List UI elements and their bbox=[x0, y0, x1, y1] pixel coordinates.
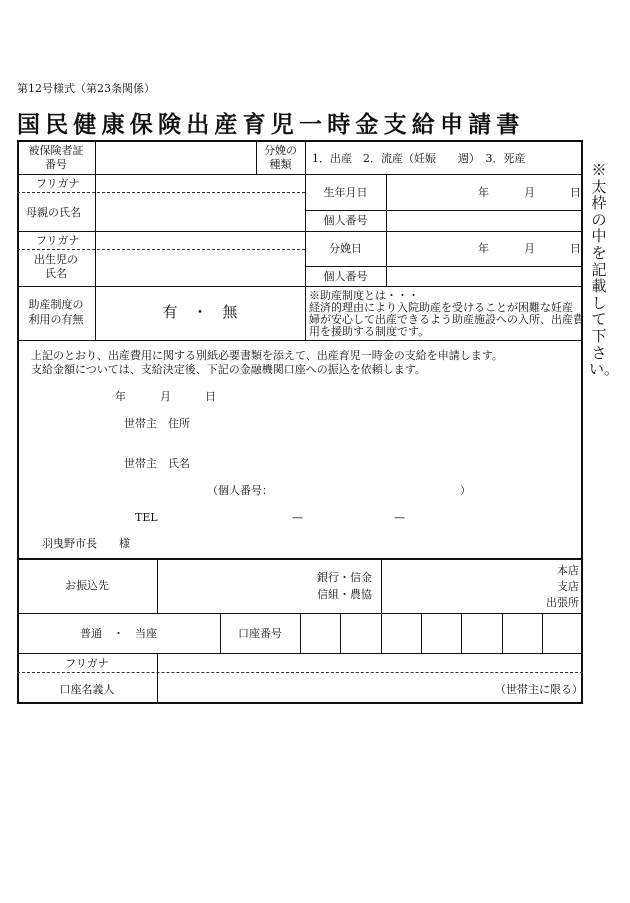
insured-number-field[interactable] bbox=[97, 142, 254, 172]
dashed-rule bbox=[17, 192, 305, 193]
rule bbox=[157, 653, 158, 704]
holder-furigana-label: フリガナ bbox=[65, 657, 109, 670]
branch-type-office[interactable]: 出張所 bbox=[546, 596, 579, 609]
dashed-rule bbox=[17, 672, 583, 673]
rule bbox=[17, 340, 583, 341]
application-month-unit: 月 bbox=[160, 390, 171, 403]
account-type-options[interactable]: 普通 ・ 当座 bbox=[80, 627, 157, 640]
householder-name-label: 世帯主 氏名 bbox=[124, 457, 190, 470]
mother-id-field[interactable] bbox=[388, 212, 581, 230]
account-holder-label: 口座名義人 bbox=[59, 683, 115, 696]
account-holder-field[interactable] bbox=[159, 674, 479, 702]
mother-birthdate-label: 生年月日 bbox=[323, 186, 368, 199]
dashed-rule bbox=[17, 249, 305, 250]
account-digit-cell[interactable] bbox=[543, 615, 582, 652]
child-furigana-label: フリガナ bbox=[36, 234, 80, 247]
child-name-label: 出生児の bbox=[34, 253, 78, 266]
rule bbox=[381, 558, 382, 614]
aid-note-line: 婦が安心して出産できるよう助産施設への入所、出産費 bbox=[309, 313, 584, 326]
application-day-unit: 日 bbox=[205, 390, 216, 403]
rule bbox=[17, 286, 583, 287]
tel-field[interactable] bbox=[165, 508, 495, 524]
child-name-label-2: 氏名 bbox=[45, 267, 67, 280]
mother-name-label: 母親の氏名 bbox=[26, 206, 81, 219]
mother-birthdate-field[interactable] bbox=[388, 176, 478, 208]
form-number: 第12号様式（第23条関係） bbox=[17, 82, 155, 95]
bank-type-options-2[interactable]: 信組・農協 bbox=[317, 588, 372, 601]
aid-label: 助産制度の bbox=[28, 298, 84, 311]
transfer-label: お振込先 bbox=[65, 579, 109, 592]
delivery-date-field[interactable] bbox=[388, 233, 478, 265]
delivery-date-label: 分娩日 bbox=[329, 242, 362, 255]
insured-number-label: 被保険者証 bbox=[28, 144, 84, 157]
branch-type-main[interactable]: 本店 bbox=[557, 564, 579, 577]
delivery-type-label-2: 種類 bbox=[269, 158, 292, 171]
delivery-month-unit: 月 bbox=[524, 242, 535, 255]
account-digit-cell[interactable] bbox=[503, 615, 542, 652]
mother-furigana-field[interactable] bbox=[97, 176, 303, 190]
delivery-type-options[interactable]: 1．出産 2．流産（妊娠 週） 3．死産 bbox=[312, 152, 526, 165]
personal-id-close: ） bbox=[460, 484, 471, 497]
householder-name-field[interactable] bbox=[200, 454, 570, 470]
child-furigana-field[interactable] bbox=[97, 233, 303, 247]
application-year-unit: 年 bbox=[115, 390, 126, 403]
mother-birth-month-unit: 月 bbox=[524, 186, 535, 199]
rule bbox=[305, 266, 583, 267]
mother-birth-year-unit: 年 bbox=[478, 186, 489, 199]
rule bbox=[305, 140, 306, 340]
child-id-label: 個人番号 bbox=[323, 270, 368, 283]
rule bbox=[17, 231, 583, 232]
aid-note-title: ※助産制度とは・・・ bbox=[309, 289, 419, 302]
rule bbox=[17, 653, 583, 654]
aid-note-line: 用を援助する制度です。 bbox=[309, 325, 430, 338]
account-digit-cell[interactable] bbox=[301, 615, 340, 652]
child-id-field[interactable] bbox=[388, 268, 581, 285]
application-statement: 上記のとおり、出産費用に関する別紙必要書類を添えて、出産育児一時金の支給を申請します。 bbox=[31, 349, 503, 362]
bank-name-field[interactable] bbox=[159, 560, 309, 612]
rule bbox=[157, 558, 158, 614]
holder-restriction-note: （世帯主に限る） bbox=[495, 683, 583, 696]
bank-type-options[interactable]: 銀行・信金 bbox=[317, 571, 372, 584]
tel-separator-1: — bbox=[292, 511, 303, 524]
delivery-day-unit: 日 bbox=[570, 242, 581, 255]
rule bbox=[305, 210, 583, 211]
addressee: 羽曳野市長 様 bbox=[42, 537, 130, 550]
rule bbox=[386, 174, 387, 286]
holder-furigana-field[interactable] bbox=[159, 655, 581, 671]
child-name-field[interactable] bbox=[97, 251, 303, 285]
tel-label: TEL bbox=[135, 511, 158, 524]
application-statement-2: 支給金額については、支給決定後、下記の金融機関口座への振込を依頼します。 bbox=[31, 363, 426, 376]
householder-id-field[interactable] bbox=[275, 481, 455, 497]
account-number-label: 口座番号 bbox=[238, 627, 282, 640]
rule bbox=[17, 174, 583, 175]
aid-note-line: 経済的理由により入院助産を受けることが困難な妊産 bbox=[309, 301, 573, 314]
account-digit-cell[interactable] bbox=[382, 615, 421, 652]
insured-number-label-2: 番号 bbox=[45, 158, 67, 171]
householder-address-label: 世帯主 住所 bbox=[124, 417, 190, 430]
form-title: 国民健康保険出産育児一時金支給申請書 bbox=[17, 111, 525, 138]
mother-name-field[interactable] bbox=[97, 194, 303, 230]
delivery-year-unit: 年 bbox=[478, 242, 489, 255]
account-digit-cell[interactable] bbox=[462, 615, 501, 652]
householder-address-field[interactable] bbox=[200, 414, 570, 430]
mother-birth-day-unit: 日 bbox=[570, 186, 581, 199]
aid-choice[interactable]: 有 ・ 無 bbox=[162, 303, 238, 321]
branch-type-branch[interactable]: 支店 bbox=[557, 580, 579, 593]
aid-label-2: 利用の有無 bbox=[28, 313, 84, 326]
personal-id-open: （個人番号： bbox=[207, 484, 273, 497]
tel-separator-2: — bbox=[394, 511, 405, 524]
account-digit-cell[interactable] bbox=[422, 615, 461, 652]
delivery-type-label: 分娩の bbox=[264, 144, 297, 157]
branch-name-field[interactable] bbox=[383, 560, 533, 612]
mother-furigana-label: フリガナ bbox=[36, 177, 80, 190]
account-digit-cell[interactable] bbox=[341, 615, 380, 652]
fill-instruction-note: ※太枠の中を記載して下さい。 bbox=[589, 161, 620, 379]
mother-id-label: 個人番号 bbox=[323, 214, 368, 227]
